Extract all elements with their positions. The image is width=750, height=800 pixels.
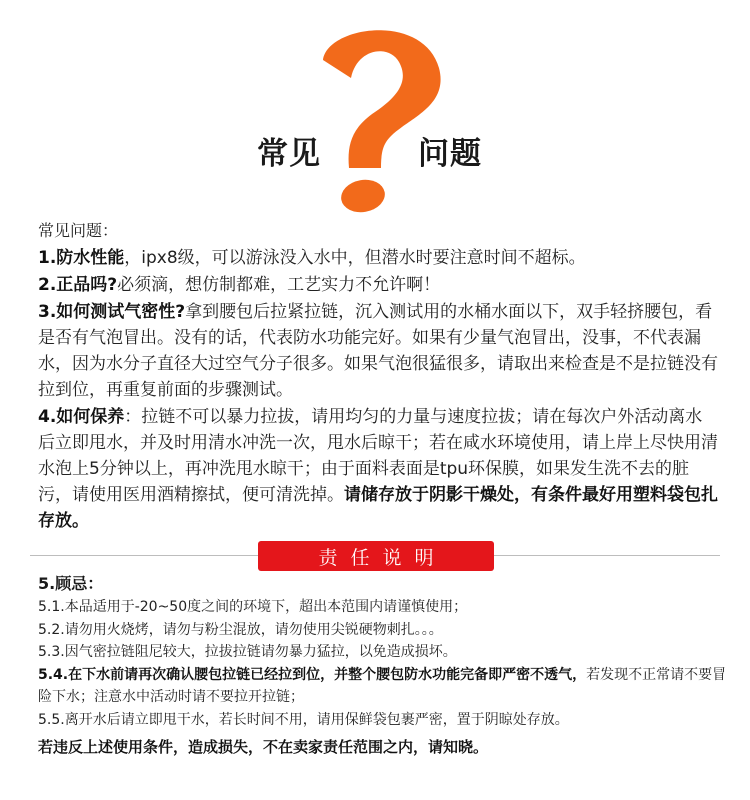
note-item: 5.1.本品适用于-20~50度之间的环境下，超出本范围内请谨慎使用； bbox=[38, 599, 468, 615]
faq-item bbox=[38, 404, 718, 534]
faq-item bbox=[38, 272, 718, 298]
faq-question: 1.防水性能 bbox=[38, 248, 125, 268]
faq-answer: 拿到腰包后拉紧拉链，沉入测试用的水桶水面以下，双手轻挤腰包，看是否有气泡冒出。没有的话，代表防水功能完好。如果有少量气泡冒出，没事，不代表漏水，因为水分子直径大过空气分子很多。如果气泡很猛很多，请取出来检查是不是拉链没有拉到位，再重复前面的步骤测试。 bbox=[38, 302, 718, 400]
faq-question: 3.如何测试气密性? bbox=[38, 302, 186, 322]
note-item bbox=[38, 664, 728, 709]
note-item: 5.3.因气密拉链阻尼较大，拉拔拉链请勿暴力猛拉，以免造成损坏。 bbox=[38, 644, 457, 660]
hero-title-left: 常见 bbox=[257, 136, 321, 172]
hero-title-right: 问题 bbox=[418, 136, 482, 172]
note-emphasis: 5.4.在下水前请再次确认腰包拉链已经拉到位，并整个腰包防水功能完备即严密不透气， bbox=[38, 666, 587, 683]
faq-question: 4.如何保养 bbox=[38, 407, 125, 427]
faq-question: 2.正品吗? bbox=[38, 275, 118, 295]
liability-warning: 若违反上述使用条件，造成损失，不在卖家责任范围之内，请知晓。 bbox=[38, 738, 489, 756]
hero-banner bbox=[0, 0, 750, 215]
faq-section bbox=[38, 218, 718, 535]
faq-item bbox=[38, 245, 718, 271]
note-continuation: 若发现不正常请不要冒险下水；注意水中活动时请不要拉开拉链； bbox=[38, 666, 727, 705]
section-divider bbox=[30, 541, 720, 571]
faq-intro: 常见问题： bbox=[38, 221, 119, 240]
notes-heading: 5.顾忌： bbox=[38, 574, 104, 593]
question-mark-icon bbox=[305, 18, 445, 213]
faq-storage-note: 请储存放于阴影干燥处，有条件最好用塑料袋包扎存放。 bbox=[38, 485, 718, 531]
faq-answer: 必须滴，想仿制都难，工艺实力不允许啊！ bbox=[117, 275, 441, 295]
section-title-badge: 责任说明 bbox=[258, 541, 494, 571]
faq-answer: ，ipx8级，可以游泳没入水中，但潜水时要注意时间不超标。 bbox=[124, 248, 586, 268]
faq-answer: ：拉链不可以暴力拉拔，请用均匀的力量与速度拉拔；请在每次户外活动离水后立即甩水，并及时用清水冲洗一次，甩水后晾干；若在咸水环境使用，请上岸上尽快用清水泡上5分钟以上，再冲洗甩水晾干；由于面料表面是tpu环保膜，如果发生洗不去的脏污，请使用医用酒精擦拭，便可清洗掉。 bbox=[38, 407, 718, 505]
faq-item bbox=[38, 299, 718, 403]
note-item: 5.5.离开水后请立即甩干水，若长时间不用，请用保鲜袋包裹严密，置于阴晾处存放。 bbox=[38, 711, 569, 728]
note-item: 5.2.请勿用火烧烤，请勿与粉尘混放，请勿使用尖锐硬物刺扎。。。 bbox=[38, 621, 443, 638]
notes-section bbox=[38, 572, 728, 731]
